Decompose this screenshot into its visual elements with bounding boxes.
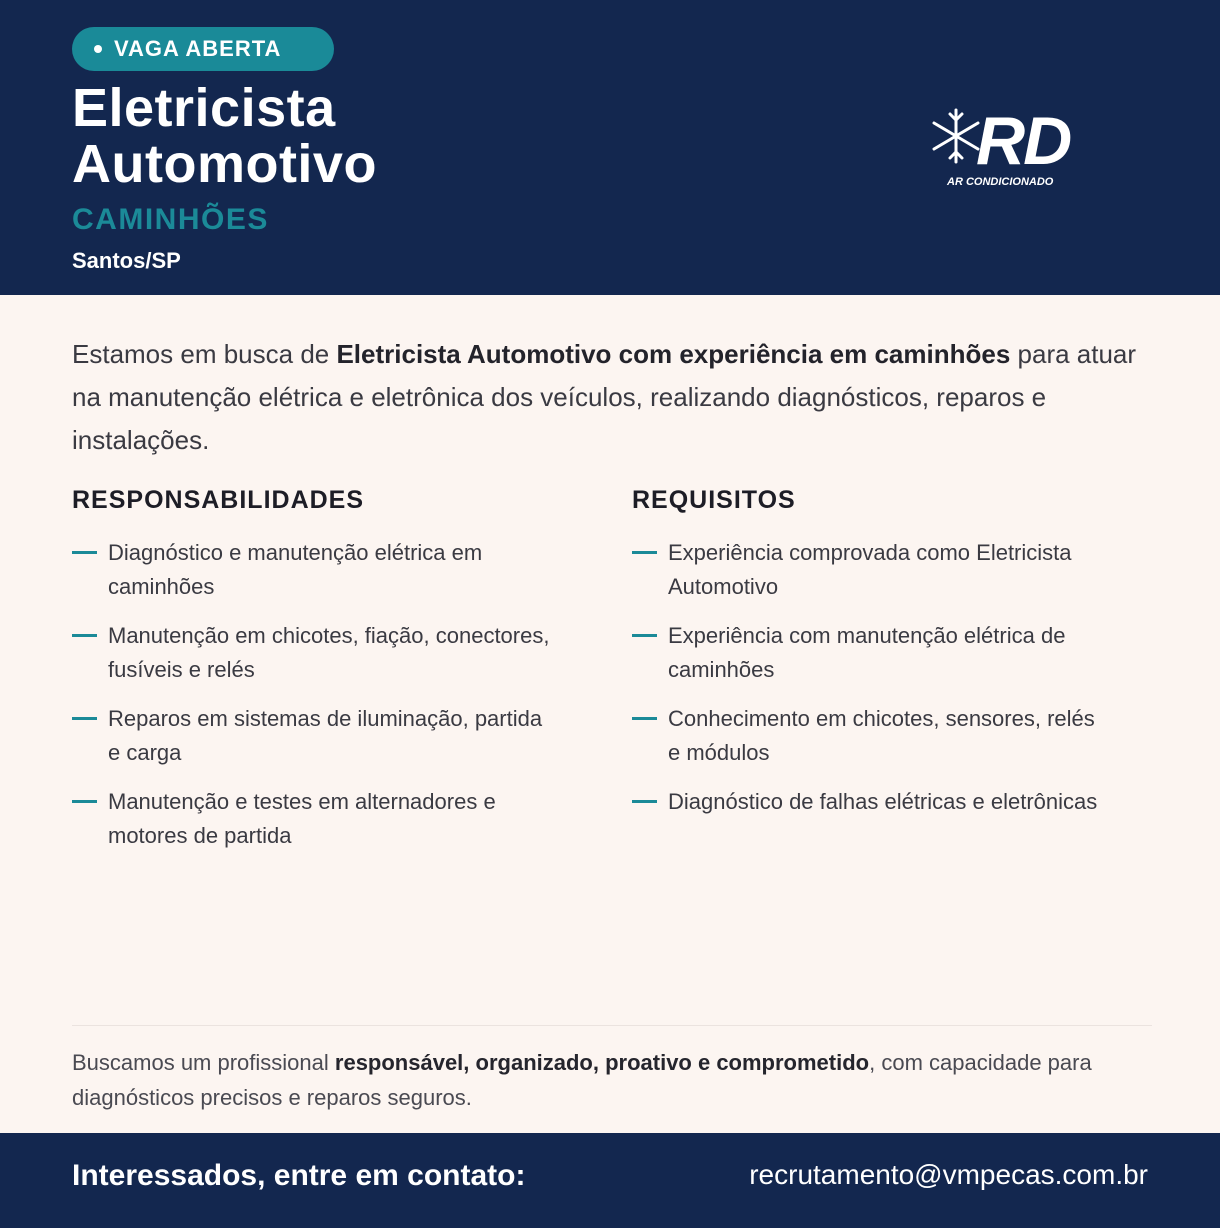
list-item-text: Manutenção em chicotes, fiação, conectores, fusíveis e relés bbox=[108, 623, 550, 682]
list-item bbox=[72, 619, 552, 687]
list-item-text: Manutenção e testes em alternadores e motores de partida bbox=[108, 789, 496, 848]
contact-label: Interessados, entre em contato: bbox=[72, 1159, 526, 1192]
divider bbox=[72, 1025, 1152, 1026]
responsibilities-section bbox=[72, 484, 552, 868]
badge-label: VAGA ABERTA bbox=[114, 36, 282, 61]
dash-icon bbox=[72, 551, 97, 554]
list-item-text: Conhecimento em chicotes, sensores, relés e módulos bbox=[668, 706, 1095, 765]
job-title-line1: Eletricista bbox=[72, 78, 336, 138]
closing-bold: responsável, organizado, proativo e comprometido bbox=[334, 1050, 870, 1075]
list-item-text: Diagnóstico de falhas elétricas e eletrônicas bbox=[668, 789, 1098, 814]
dash-icon bbox=[72, 717, 97, 720]
contact-email-link[interactable]: recrutamento@vmpecas.com.br bbox=[749, 1159, 1148, 1190]
list-item-text: Experiência comprovada como Eletricista Automotivo bbox=[668, 540, 1072, 599]
closing-suffix: , com capacidade para diagnósticos precisos e reparos seguros. bbox=[72, 1050, 1092, 1110]
job-title-line2: Automotivo bbox=[72, 134, 377, 194]
requirements-heading: REQUISITOS bbox=[632, 486, 796, 514]
responsibilities-list bbox=[72, 536, 552, 853]
intro-prefix: Estamos em busca de bbox=[72, 339, 337, 369]
job-subtitle: CAMINHÕES bbox=[72, 203, 269, 236]
list-item-text: Reparos em sistemas de iluminação, partida e carga bbox=[108, 706, 543, 765]
requirements-list bbox=[632, 536, 1112, 819]
list-item bbox=[72, 536, 552, 604]
list-item bbox=[632, 702, 1112, 770]
dash-icon bbox=[72, 800, 97, 803]
intro-bold: Eletricista Automotivo com experiência em caminhões bbox=[336, 339, 1011, 369]
job-title bbox=[72, 80, 377, 192]
job-location: Santos/SP bbox=[72, 248, 181, 273]
list-item bbox=[632, 536, 1112, 604]
logo-graphic bbox=[928, 98, 1100, 178]
intro-paragraph bbox=[72, 333, 1152, 462]
responsibilities-heading: RESPONSABILIDADES bbox=[72, 486, 365, 514]
list-item bbox=[632, 785, 1112, 819]
closing-paragraph bbox=[72, 1045, 1152, 1115]
snowflake-icon bbox=[934, 110, 978, 162]
logo-subtext: AR CONDICIONADO bbox=[947, 176, 1054, 188]
dash-icon bbox=[632, 800, 657, 803]
intro-suffix: para atuar na manutenção elétrica e eletrônica dos veículos, realizando diagnósticos, reparos e instalações. bbox=[72, 339, 1137, 455]
dash-icon bbox=[632, 551, 657, 554]
list-item bbox=[72, 702, 552, 770]
dash-icon bbox=[632, 717, 657, 720]
list-item-text: Diagnóstico e manutenção elétrica em caminhões bbox=[108, 540, 483, 599]
dash-icon bbox=[72, 634, 97, 637]
status-badge bbox=[72, 27, 334, 71]
list-item-text: Experiência com manutenção elétrica de caminhões bbox=[668, 623, 1066, 682]
dot-icon bbox=[94, 45, 102, 53]
list-item bbox=[632, 619, 1112, 687]
requirements-section bbox=[632, 484, 1112, 834]
dash-icon bbox=[632, 634, 657, 637]
list-item bbox=[72, 785, 552, 853]
closing-prefix: Buscamos um profissional bbox=[72, 1050, 335, 1075]
logo-text: RD bbox=[976, 103, 1071, 178]
